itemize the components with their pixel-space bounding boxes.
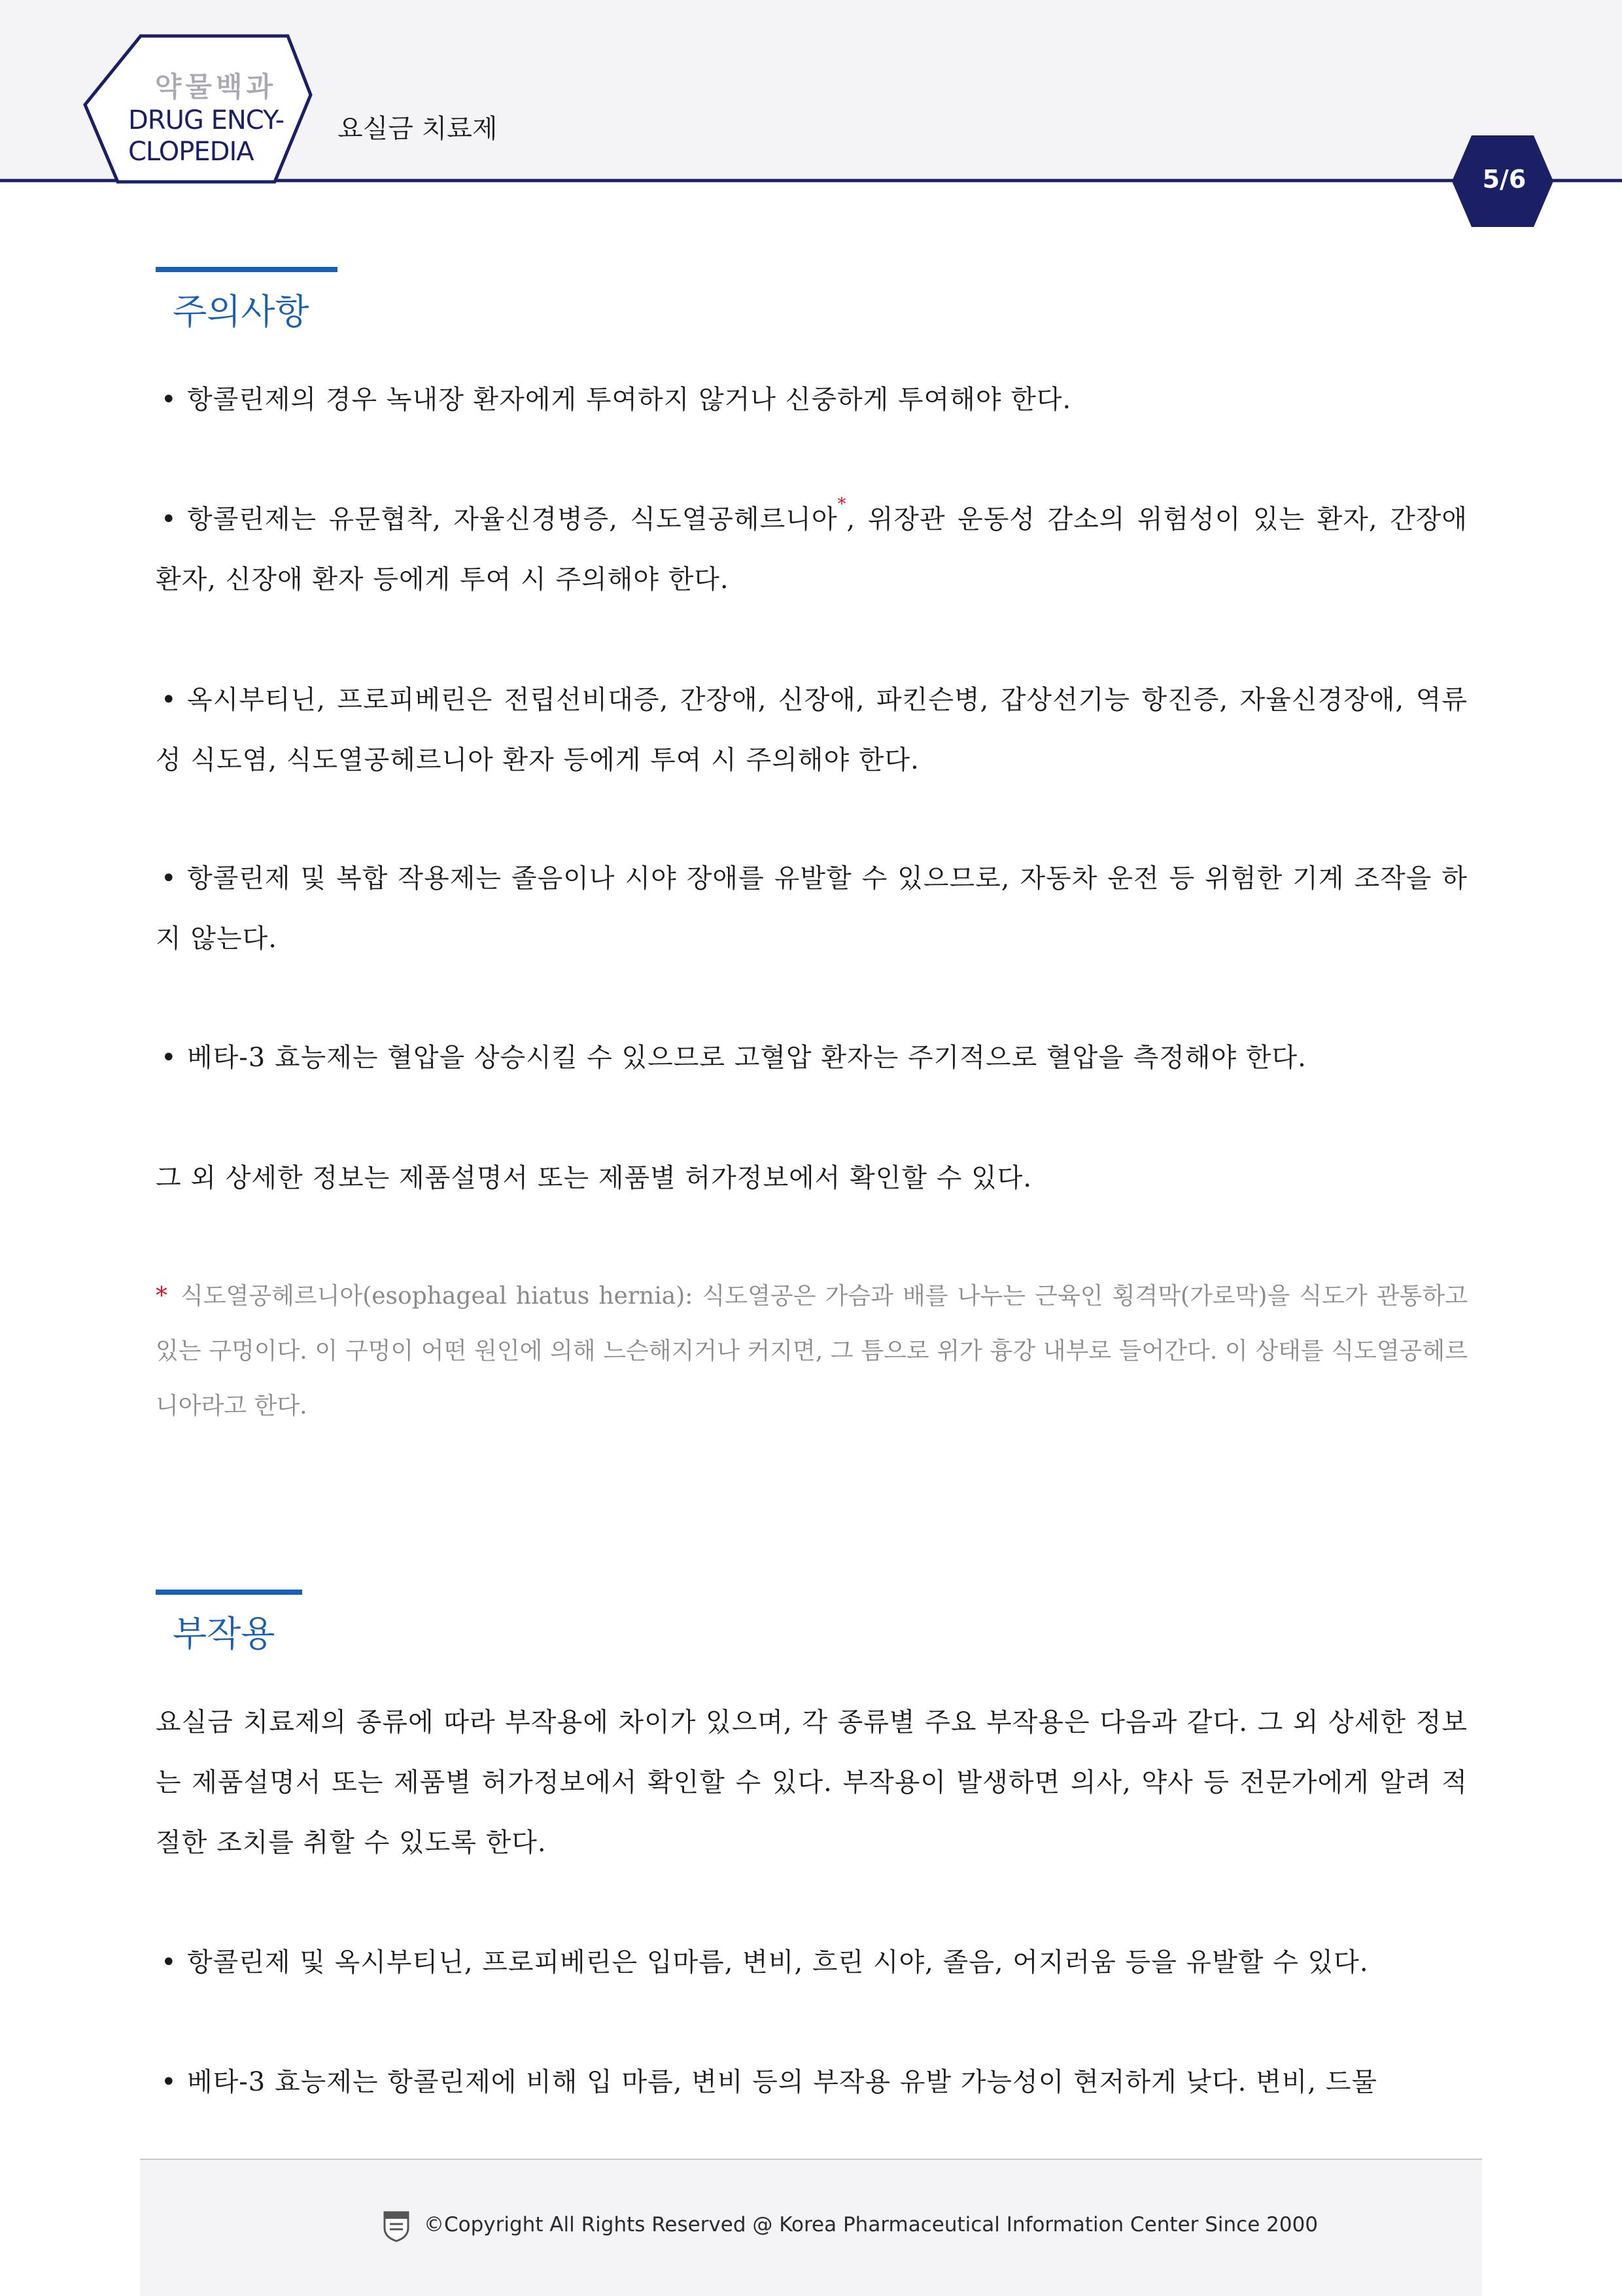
bullet-symbol: • — [161, 863, 177, 894]
document-title: 요실금 치료제 — [337, 114, 498, 144]
bullet-symbol: • — [161, 1043, 177, 1073]
precaution-closing: 그 외 상세한 정보는 제품설명서 또는 제품별 허가정보에서 확인할 수 있다. — [156, 1163, 1033, 1193]
kpic-emblem-icon — [382, 2210, 411, 2242]
side-effects-intro: 요실금 치료제의 종류에 따라 부작용에 차이가 있으며, 각 종류별 주요 부작용은 다음과 같다. 그 외 상세한 정보는 제품설명서 또는 제품별 허가정보에서 확인할 수 있다. 부작용이 발생하면 의사, 약사 등 전문가에게 알려 적절한 조치를 취할 수 있도록 한다. — [156, 1707, 1468, 1858]
logo-korean: 약물백과 — [154, 71, 277, 103]
section-title-precautions: 주의사항 — [173, 291, 309, 332]
side-effects-bullet-2-text: 베타-3 효능제는 항콜린제에 비해 입 마름, 변비 등의 부작용 유발 가능성이 현저하게 낮다. 변비, 드물 — [187, 2067, 1378, 2097]
footnote-mark: * — [837, 495, 847, 514]
footnote — [156, 1269, 1468, 1434]
precaution-bullet-5-text: 베타-3 효능제는 혈압을 상승시킬 수 있으므로 고혈압 환자는 주기적으로 혈압을 측정해야 한다. — [187, 1043, 1307, 1073]
precaution-bullet-1-text: 항콜린제의 경우 녹내장 환자에게 투여하지 않거나 신중하게 투여해야 한다. — [187, 385, 1072, 415]
section-title-side-effects: 부작용 — [173, 1613, 275, 1654]
section-bar-side-effects — [156, 1590, 302, 1595]
bullet-symbol: • — [161, 2067, 177, 2097]
precaution-bullet-3 — [156, 670, 1468, 790]
precaution-bullet-2-text-b: , 위장관 운동성 감소의 위험성이 있는 환자, 간장애 환자, 신장애 환자 등에게 투여 시 주의해야 한다. — [156, 504, 1468, 595]
side-effects-bullet-2 — [156, 2052, 1468, 2112]
logo-english — [128, 105, 305, 167]
precaution-bullet-2 — [156, 489, 1468, 610]
page-number: 5/6 — [1482, 165, 1527, 194]
bullet-symbol: • — [161, 504, 177, 534]
precaution-bullet-3-text: 옥시부티닌, 프로피베린은 전립선비대증, 간장애, 신장애, 파킨슨병, 갑상선기능 항진증, 자율신경장애, 역류성 식도염, 식도열공헤르니아 환자 등에게 투여 시 주의해야 한다. — [156, 685, 1468, 775]
side-effects-bullet-1 — [156, 1932, 1468, 1992]
footer-copyright: ©Copyright All Rights Reserved @ Korea Pharmaceutical Information Center Since 2000 — [424, 2213, 1319, 2236]
footnote-star: * — [156, 1283, 167, 1310]
bullet-symbol: • — [161, 385, 177, 415]
precaution-bullet-1 — [156, 370, 1468, 430]
precaution-bullet-5 — [156, 1028, 1468, 1088]
bullet-symbol: • — [161, 685, 177, 715]
precaution-bullet-2-text-a: 항콜린제는 유문협착, 자율신경병증, 식도열공헤르니아 — [187, 504, 838, 534]
precaution-bullet-4 — [156, 848, 1468, 969]
bullet-symbol: • — [161, 1947, 177, 1977]
section-bar-precautions — [156, 267, 337, 272]
footnote-text: 식도열공헤르니아(esophageal hiatus hernia): 식도열공은 가슴과 배를 나누는 근육인 횡격막(가로막)을 식도가 관통하고 있는 구멍이다. 이 구멍이 어떤 원인에 의해 느슨해지거나 커지면, 그 틈으로 위가 흉강 내부로 들어간다. 이 상태를 식도열공헤르니아라고 한다. — [156, 1283, 1468, 1419]
precaution-bullet-4-text: 항콜린제 및 복합 작용제는 졸음이나 시야 장애를 유발할 수 있으므로, 자동차 운전 등 위험한 기계 조작을 하지 않는다. — [156, 863, 1468, 954]
side-effects-bullet-1-text: 항콜린제 및 옥시부티닌, 프로피베린은 입마름, 변비, 흐린 시야, 졸음, 어지러움 등을 유발할 수 있다. — [187, 1947, 1369, 1977]
logo-english-line1: DRUG ENCY- — [128, 105, 285, 135]
logo-english-line2: CLOPEDIA — [128, 137, 254, 167]
